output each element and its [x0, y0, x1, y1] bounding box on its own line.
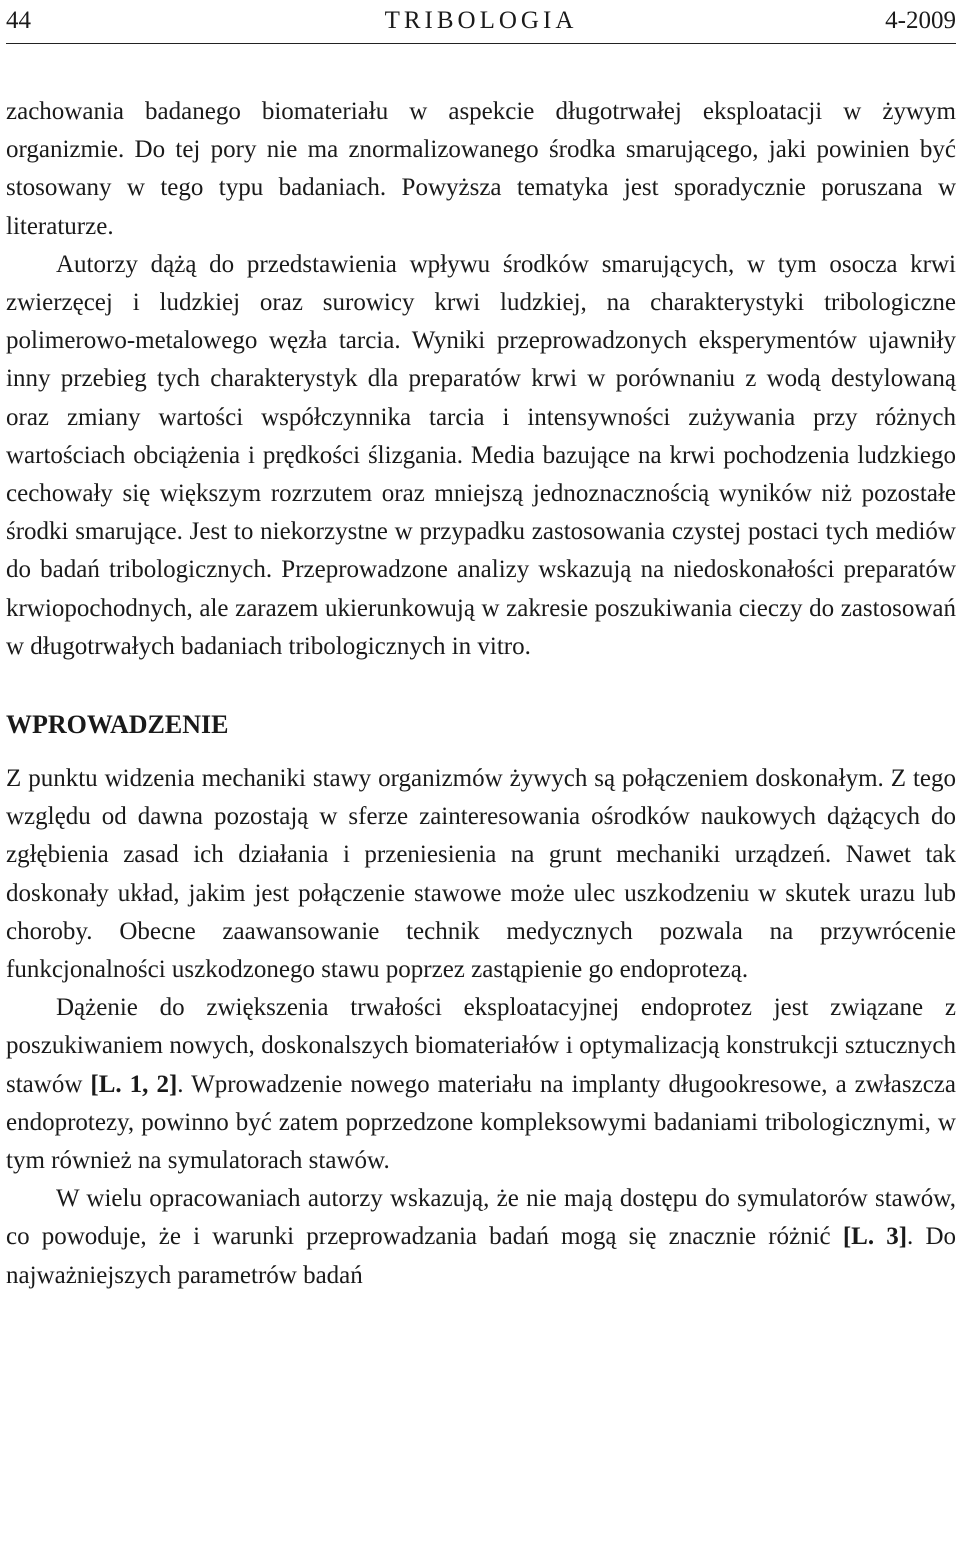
page-number: 44: [6, 7, 31, 34]
section-paragraph-1: Z punktu widzenia mechaniki stawy organizmów żywych są połączeniem doskonałym. Z tego względu od dawna pozostają w sferze zainteresowania ośrodków naukowych dążących do zgłębienia zasad ich działania i przeniesienia na grunt mechaniki urządzeń. Nawet tak doskonały układ, jakim jest połączenie stawowe może ulec uszkodzeniu w skutek urazu lub choroby. Obecne zaawansowanie technik medycznych pozwala na przywrócenie funkcjonalności uszkodzonego stawu poprzez zastąpienie go endoprotezą.: [6, 765, 956, 984]
paragraph-text: Dążenie do zwiększenia trwałości eksploatacyjnej endoprotez jest związane z poszukiwaniem nowych, doskonalszych biomateriałów i optymalizacją konstrukcji sztucznych stawów: [6, 994, 956, 1098]
section-paragraph-2: [6, 989, 956, 1180]
spacer: [6, 744, 956, 760]
header-rule: [6, 43, 956, 44]
citation: [L. 3]: [842, 1223, 908, 1251]
section-paragraph-3: [6, 1180, 956, 1295]
paragraph-text: W wielu opracowaniach autorzy wskazują, że nie mają dostępu do symulatorów stawów, co powoduje, że i warunki przeprowadzania badań mogą się znacznie różnić: [6, 1185, 956, 1251]
abstract-paragraph-2: Autorzy dążą do przedstawienia wpływu środków smarujących, w tym osocza krwi zwierzęcej i ludzkiej oraz surowicy krwi ludzkiej, na charakterystyki tribologiczne polimerowo-metalowego węzła tarcia. Wyniki przeprowadzonych eksperymentów ujawniły inny przebieg tych charakterystyk dla preparatów krwi w porównaniu z wodą destylowaną oraz zmiany wartości współczynnika tarcia i intensywności zużywania przy różnych wartościach obciążenia i prędkości ślizgania. Media bazujące na krwi pochodzenia ludzkiego cechowały się większym rozrzutem oraz mniejszą jednoznacznością wyników niż pozostałe środki smarujące. Jest to niekorzystne w przypadku zastosowania czystej postaci tych mediów do badań tribologicznych. Przeprowadzone analizy wskazują na niedoskonałości preparatów krwiopochodnych, ale zarazem ukierunkowują w zakresie poszukiwania cieczy do zastosowań w długotrwałych badaniach tribologicznych in vitro.: [6, 250, 956, 660]
paragraph-text: . Do najważniejszych parametrów badań: [6, 1223, 957, 1289]
article-body: [6, 93, 956, 1295]
page: [6, 0, 957, 1289]
issue-number: 4-2009: [885, 7, 956, 34]
journal-title: TRIBOLOGIA: [384, 7, 578, 34]
section-heading: WPROWADZENIE: [6, 710, 229, 740]
paragraph-text: . Wprowadzenie nowego materiału na implanty długookresowe, a zwłaszcza endoprotezy, powinno być zatem poprzedzone kompleksowymi badaniami tribologicznymi, w tym również na symulatorach stawów.: [6, 1070, 956, 1175]
running-header: [6, 0, 956, 42]
spacer: [6, 666, 956, 706]
abstract-paragraph-1: zachowania badanego biomateriału w aspekcie długotrwałej eksploatacji w żywym organizmie. Do tej pory nie ma znormalizowanego środka smarującego, jaki powinien być stosowany w tego typu badaniach. Powyższa tematyka jest sporadycznie poruszana w literaturze.: [6, 98, 956, 240]
citation: [L. 1, 2]: [90, 1070, 178, 1098]
